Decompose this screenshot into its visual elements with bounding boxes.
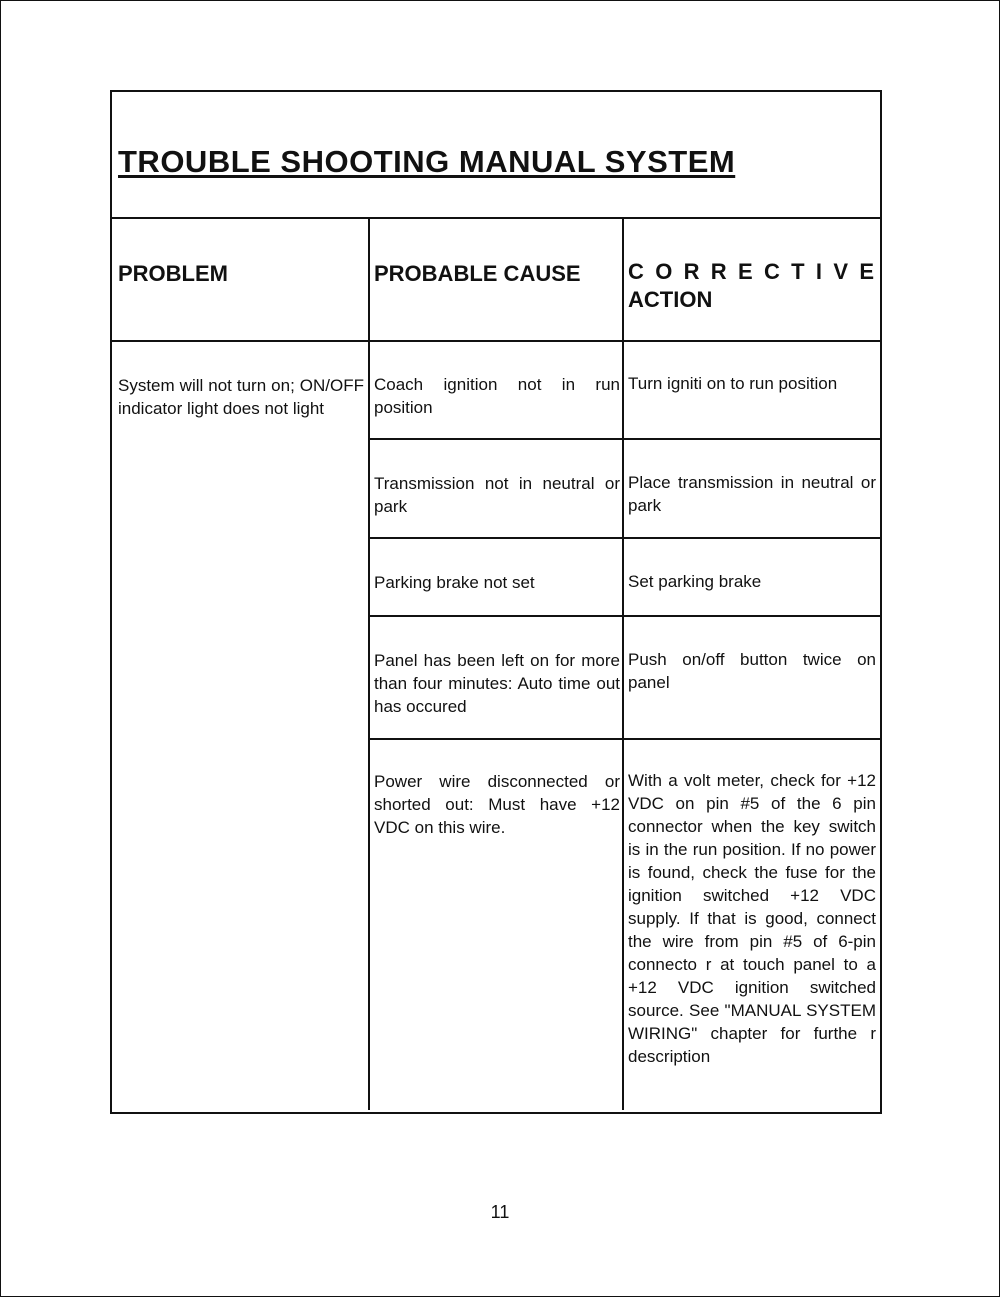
troubleshooting-table (110, 90, 882, 1114)
page-number: 11 (490, 1202, 510, 1222)
problem-cell: System will not turn on; ON/OFF indicator light does not light (118, 376, 364, 418)
column-divider (622, 217, 624, 1110)
row-divider (368, 615, 880, 617)
row-divider (368, 438, 880, 440)
cause-cell: Parking brake not set (374, 573, 535, 592)
header-probable-cause: PROBABLE CAUSE (374, 261, 581, 286)
title-area (112, 92, 880, 219)
action-cell: With a volt meter, check for +12 VDC on pin #5 of the 6 pin connector when the key switch is in the run position. If no power is found, check the fuse for the ignition switched +12 VDC supply. If that is good, connect the wire from pin #5 of 6-pin connecto r at touch panel to a +12 VDC ignition switched source. See "MANUAL SYSTEM WIRING" chapter for furthe r description (628, 771, 876, 1066)
cause-cell: Coach ignition not in run position (374, 375, 620, 417)
cause-cell: Power wire disconnected or shorted out: Must have +12 VDC on this wire. (374, 772, 620, 837)
row-divider (368, 738, 880, 740)
action-cell: Turn igniti on to run position (628, 374, 838, 393)
action-cell: Place transmission in neutral or park (628, 473, 876, 515)
cause-cell: Transmission not in neutral or park (374, 474, 620, 516)
header-rule (112, 340, 880, 342)
header-problem: PROBLEM (118, 261, 228, 286)
row-divider (368, 537, 880, 539)
action-cell: Push on/off button twice on panel (628, 650, 876, 692)
action-cell: Set parking brake (628, 572, 762, 591)
page-title: TROUBLE SHOOTING MANUAL SYSTEM (118, 144, 736, 179)
column-divider (368, 217, 370, 1110)
cause-cell: Panel has been left on for more than four minutes: Auto time out has occured (374, 651, 620, 716)
header-corrective-action: C O R R E C T I V E ACTION (628, 259, 874, 312)
